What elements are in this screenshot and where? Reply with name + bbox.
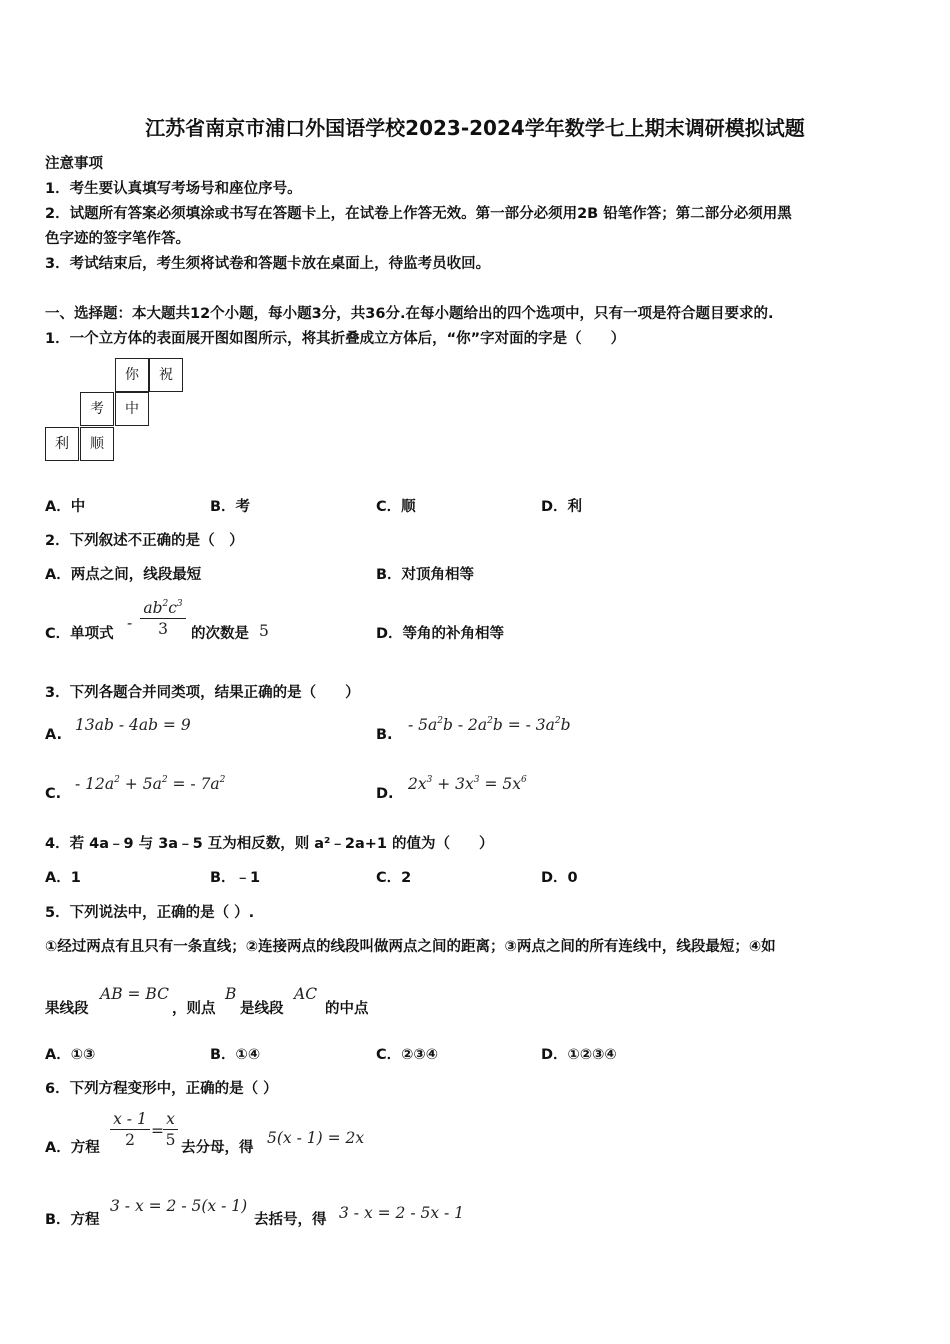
notice-item-2-line-1: 2．试题所有答案必须填涂或书写在答题卡上，在试卷上作答无效。第一部分必须用2B 铅笔作答；第二部分必须用黑 (45, 206, 792, 222)
q1-option-b[interactable]: B．考 (210, 499, 251, 515)
q5-option-c[interactable]: C．②③④ (376, 1047, 438, 1063)
q6-option-b-equation: 3 - x = 2 - 5(x - 1) (110, 1197, 248, 1215)
q5-statements-line-2-mid2: 是线段 (240, 1001, 284, 1017)
notice-item-1: 1．考生要认真填写考场号和座位序号。 (45, 181, 302, 197)
q2-option-c-label[interactable]: C．单项式 (45, 626, 114, 642)
net-cell-kao: 考 (80, 392, 114, 426)
q3-option-d-expression: $2x^3 + 3x^3 = 5x^6$ (408, 775, 527, 793)
question-2-stem: 2．下列叙述不正确的是（ ） (45, 533, 244, 549)
q2-option-d[interactable]: D．等角的补角相等 (376, 626, 505, 642)
notice-item-3: 3．考试结束后，考生须将试卷和答题卡放在桌面上，待监考员收回。 (45, 256, 491, 272)
q2-option-b[interactable]: B．对顶角相等 (376, 567, 475, 583)
q2-monomial-fraction: $ab^2c^3$ 3 (140, 599, 186, 638)
net-cell-zhong: 中 (115, 392, 149, 426)
q3-option-c-label[interactable]: C. (45, 786, 62, 802)
section-heading: 一、选择题：本大题共12个小题，每小题3分，共36分.在每小题给出的四个选项中，只有一项是符合题目要求的. (45, 306, 774, 322)
q3-option-a-label[interactable]: A. (45, 727, 62, 743)
q3-option-b-label[interactable]: B. (376, 727, 393, 743)
q6-option-b-result: 3 - x = 2 - 5x - 1 (339, 1204, 465, 1222)
q2-option-c-suffix: 的次数是 (191, 626, 249, 642)
q6-equals-sign: = (151, 1122, 164, 1140)
question-3-stem: 3．下列各题合并同类项，结果正确的是（ ） (45, 685, 360, 701)
notice-item-2-line-2: 色字迹的签字笔作答。 (45, 231, 190, 247)
page-title: 江苏省南京市浦口外国语学校2023-2024学年数学七上期末调研模拟试题 (145, 116, 805, 140)
q6-option-b-label[interactable]: B．方程 (45, 1212, 100, 1228)
q3-option-d-label[interactable]: D. (376, 786, 394, 802)
q1-option-a[interactable]: A．中 (45, 499, 86, 515)
question-4-stem: 4．若 4a﹣9 与 3a﹣5 互为相反数，则 a²﹣2a+1 的值为（ ） (45, 836, 494, 852)
cube-net-diagram (45, 358, 190, 468)
q4-option-d[interactable]: D．0 (541, 870, 578, 886)
q4-option-a[interactable]: A．1 (45, 870, 81, 886)
q5-option-d[interactable]: D．①②③④ (541, 1047, 617, 1063)
q5-statements-line-2-suffix: 的中点 (325, 1001, 369, 1017)
q6-fraction-left: x - 1 2 (110, 1110, 150, 1149)
q2-option-a[interactable]: A．两点之间，线段最短 (45, 567, 202, 583)
notice-heading: 注意事项 (45, 156, 103, 172)
q5-statements-line-1: ①经过两点有且只有一条直线；②连接两点的线段叫做两点之间的距离；③两点之间的所有连线中，线段最短；④如 (45, 939, 776, 955)
q3-option-c-expression: - $12a^2 + 5a^2$ = - $7a^2$ (75, 775, 226, 793)
question-5-stem: 5．下列说法中，正确的是（ ）. (45, 905, 255, 921)
q5-segment-ac: AC (294, 985, 318, 1003)
question-6-stem: 6．下列方程变形中，正确的是（ ） (45, 1081, 278, 1097)
q2-monomial-minus: - (127, 614, 133, 632)
q5-statements-line-2-mid: ，则点 (172, 1001, 216, 1017)
q4-option-b[interactable]: B．﹣1 (210, 870, 261, 886)
q3-option-b-expression: - $5a^2b - 2a^2b$ = - $3a^2b$ (408, 716, 571, 734)
q6-option-b-mid: 去括号，得 (254, 1212, 327, 1228)
q6-option-a-mid: 去分母，得 (181, 1140, 254, 1156)
q5-option-b[interactable]: B．①④ (210, 1047, 261, 1063)
q6-option-a-label[interactable]: A．方程 (45, 1140, 100, 1156)
net-cell-ni: 你 (115, 358, 149, 392)
q3-option-a-expression: 13ab - 4ab = 9 (75, 716, 191, 734)
q6-option-a-result: 5(x - 1) = 2x (267, 1129, 365, 1147)
q5-equation-ab-bc: AB = BC (100, 985, 169, 1003)
q2-degree-value: 5 (259, 622, 269, 640)
q5-point-b: B (225, 985, 237, 1003)
net-cell-li: 利 (45, 427, 79, 461)
net-cell-shun: 顺 (80, 427, 114, 461)
question-1-stem: 1．一个立方体的表面展开图如图所示，将其折叠成立方体后，“你”字对面的字是（ ） (45, 331, 626, 347)
q4-option-c[interactable]: C．2 (376, 870, 412, 886)
q1-option-c[interactable]: C．顺 (376, 499, 416, 515)
net-cell-zhu: 祝 (149, 358, 183, 392)
q6-fraction-right: x 5 (163, 1110, 178, 1149)
q5-option-a[interactable]: A．①③ (45, 1047, 96, 1063)
q5-statements-line-2-prefix: 果线段 (45, 1001, 89, 1017)
q1-option-d[interactable]: D．利 (541, 499, 583, 515)
